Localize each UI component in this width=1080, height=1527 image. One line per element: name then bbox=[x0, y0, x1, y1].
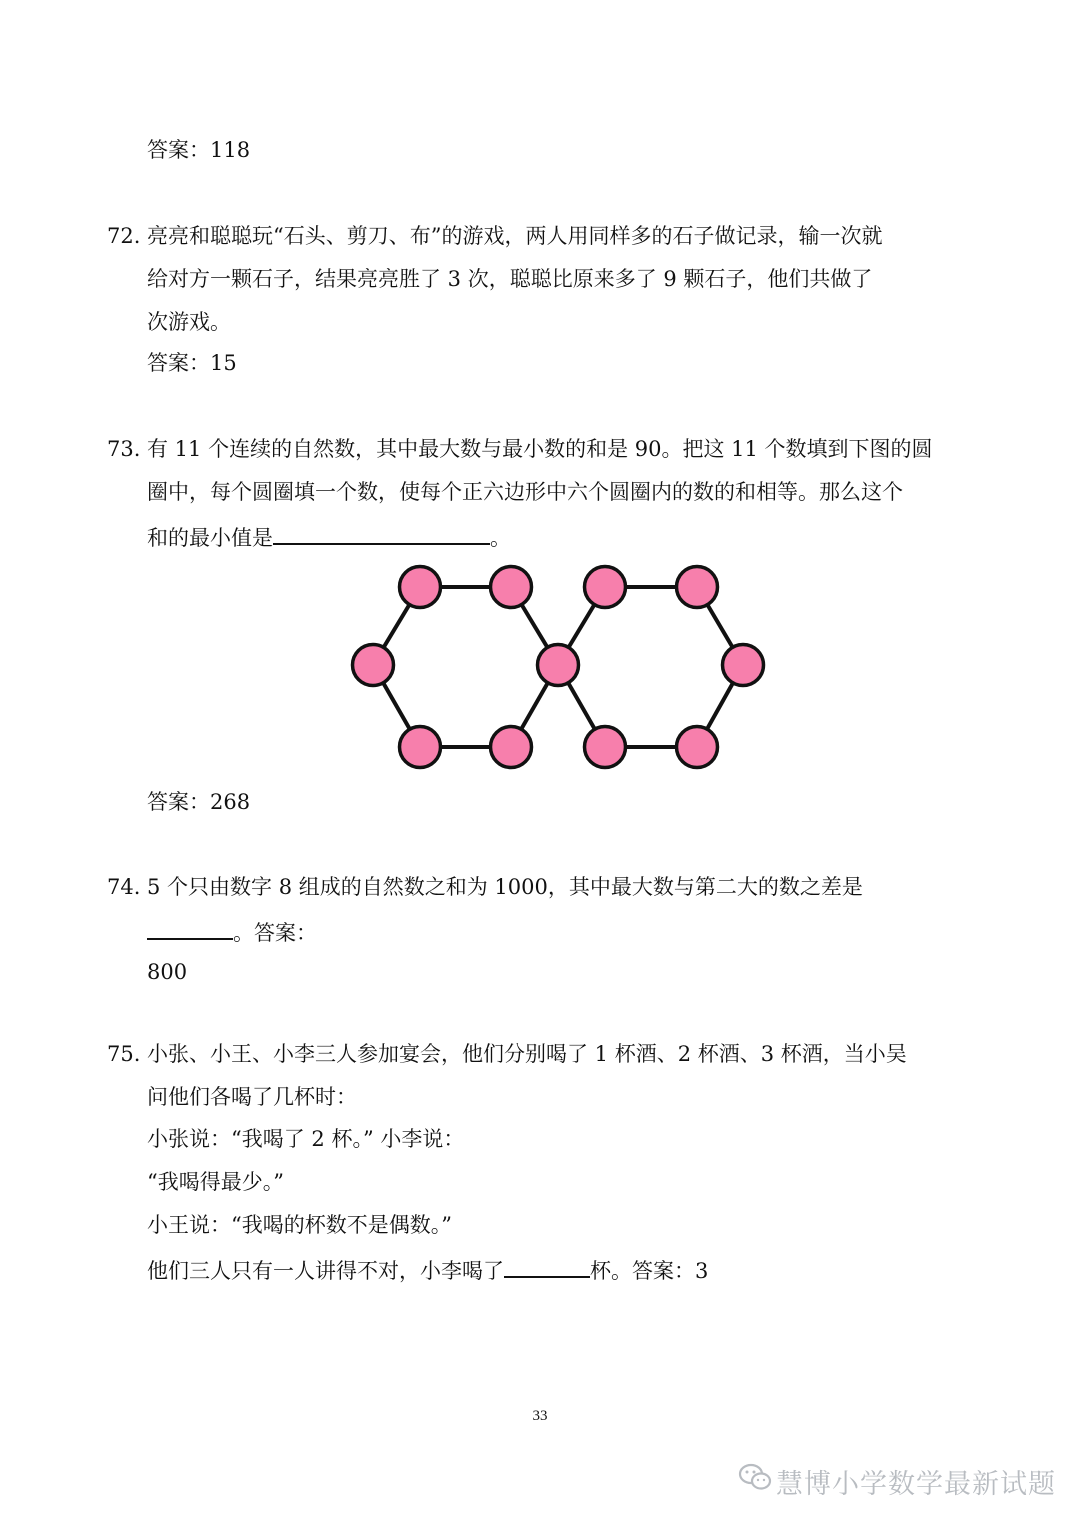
question-75-line-6 bbox=[147, 1254, 708, 1285]
question-73-number: 73. bbox=[107, 437, 141, 461]
question-74-line-2 bbox=[147, 916, 317, 947]
question-75-line-1: 小张、小王、小李三人参加宴会，他们分别喝了 1 杯酒、2 杯酒、3 杯酒，当小吴 bbox=[147, 1042, 907, 1066]
question-72-line-1: 亮亮和聪聪玩“石头、剪刀、布”的游戏，两人用同样多的石子做记录，输一次就 bbox=[147, 224, 883, 248]
double-hexagon-figure bbox=[340, 555, 780, 785]
circle-node bbox=[491, 727, 532, 768]
circle-node bbox=[585, 567, 626, 608]
circle-node bbox=[585, 727, 626, 768]
question-72-line-2: 给对方一颗石子，结果亮亮胜了 3 次，聪聪比原来多了 9 颗石子，他们共做了 bbox=[147, 267, 873, 291]
circle-node bbox=[353, 645, 394, 686]
question-74-line-1: 5 个只由数字 8 组成的自然数之和为 1000，其中最大数与第二大的数之差是 bbox=[147, 875, 863, 899]
watermark-text: 慧博小学数学最新试题 bbox=[776, 1469, 1056, 1500]
question-73-line-3-end: 。 bbox=[490, 526, 511, 550]
question-73-line-3 bbox=[147, 521, 511, 552]
circle-node bbox=[400, 567, 441, 608]
question-75-line-5: 小王说：“我喝的杯数不是偶数。” bbox=[147, 1213, 452, 1237]
circle-node bbox=[538, 645, 579, 686]
wechat-icon bbox=[738, 1462, 772, 1492]
question-75-line-6-text: 他们三人只有一人讲得不对，小李喝了 bbox=[147, 1259, 504, 1283]
question-75-line-6-end: 杯。答案：3 bbox=[590, 1259, 709, 1283]
question-73-line-3-text: 和的最小值是 bbox=[147, 526, 273, 550]
answer-74: 800 bbox=[147, 960, 188, 984]
question-75-line-3: 小张说：“我喝了 2 杯。” 小李说： bbox=[147, 1127, 465, 1151]
question-74-line-2-text: 。答案： bbox=[233, 921, 317, 945]
question-75-line-4: “我喝得最少。” bbox=[147, 1170, 284, 1194]
question-75-number: 75. bbox=[107, 1042, 141, 1066]
answer-71: 答案：118 bbox=[147, 138, 251, 162]
circle-nodes bbox=[353, 567, 764, 768]
question-73-line-2: 圈中，每个圆圈填一个数，使每个正六边形中六个圆圈内的数的和相等。那么这个 bbox=[147, 480, 903, 504]
question-74-number: 74. bbox=[107, 875, 141, 899]
question-75-line-2: 问他们各喝了几杯时： bbox=[147, 1085, 357, 1109]
answer-72: 答案：15 bbox=[147, 351, 237, 375]
question-73-line-1: 有 11 个连续的自然数，其中最大数与最小数的和是 90。把这 11 个数填到下图的圆 bbox=[147, 437, 933, 461]
circle-node bbox=[491, 567, 532, 608]
answer-blank bbox=[273, 521, 490, 545]
answer-blank bbox=[504, 1254, 590, 1278]
answer-blank bbox=[147, 916, 233, 940]
answer-73: 答案：268 bbox=[147, 790, 251, 814]
circle-node bbox=[677, 727, 718, 768]
circle-node bbox=[723, 645, 764, 686]
circle-node bbox=[677, 567, 718, 608]
page-number: 33 bbox=[532, 1408, 548, 1424]
question-72-number: 72. bbox=[107, 224, 141, 248]
question-72-line-3: 次游戏。 bbox=[147, 310, 231, 334]
circle-node bbox=[400, 727, 441, 768]
